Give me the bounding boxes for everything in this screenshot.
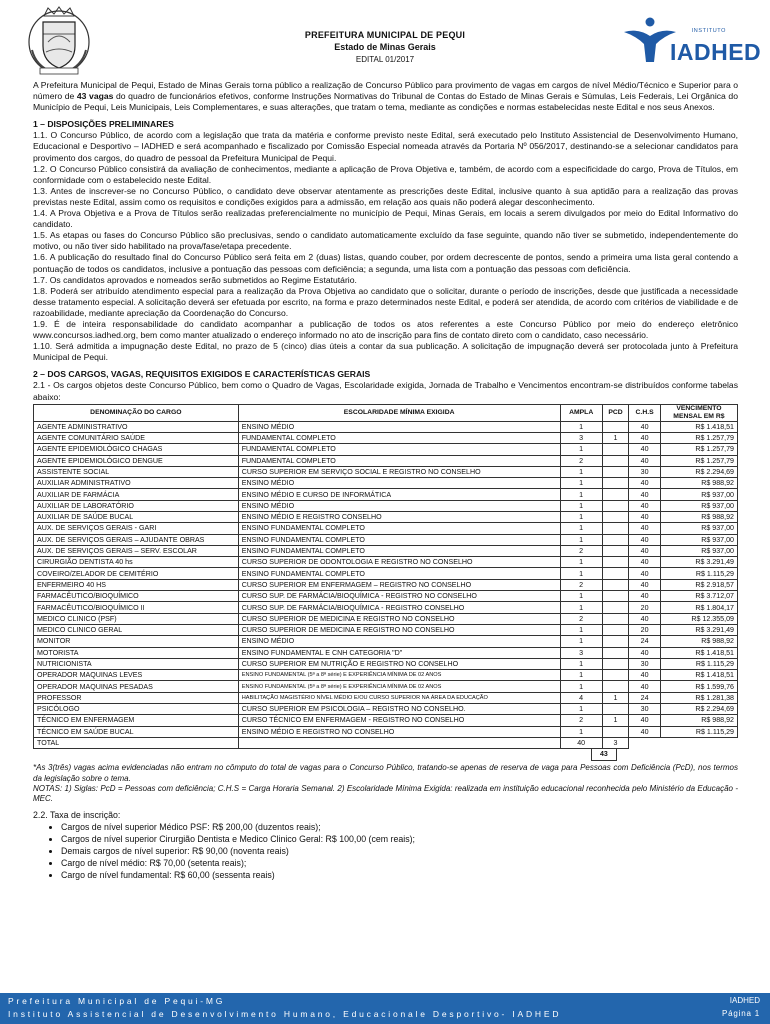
item-1-10: 1.10. Será admitida a impugnação deste Edital, no prazo de 5 (cinco) dias úteis a contar da sua publicação. A solicitação de impugnação deverá ser protocolada junto à Prefeitura Municipal de Pequi. xyxy=(33,341,738,363)
cell-vencimento: R$ 3.291,49 xyxy=(660,624,737,635)
cell-chs: 40 xyxy=(629,681,661,692)
iadhed-logo xyxy=(620,14,762,65)
section-1-title: 1 – DISPOSIÇÕES PRELIMINARES xyxy=(33,119,174,130)
table-row xyxy=(34,444,738,455)
grand-total-value: 43 xyxy=(591,749,617,761)
cell-ampla: 2 xyxy=(560,613,602,624)
cell-escolaridade: CURSO SUPERIOR EM SERVIÇO SOCIAL E REGISTRO NO CONSELHO xyxy=(238,466,560,477)
cell-escolaridade: ENSINO MÉDIO xyxy=(238,500,560,511)
cell-vencimento: R$ 1.418,51 xyxy=(660,421,737,432)
cell-pcd xyxy=(602,500,629,511)
cell-cargo: FARMACÊUTICO/BIOQUÍMICO II xyxy=(34,602,239,613)
cell-cargo: PROFESSOR xyxy=(34,692,239,703)
cell-escolaridade: ENSINO MÉDIO xyxy=(238,478,560,489)
cell-pcd xyxy=(602,624,629,635)
cell-chs: 40 xyxy=(629,523,661,534)
cell-vencimento: R$ 937,00 xyxy=(660,534,737,545)
cell-cargo: AUXILIAR ADMINISTRATIVO xyxy=(34,478,239,489)
cell-cargo: NUTRICIONISTA xyxy=(34,658,239,669)
cell-ampla: 1 xyxy=(560,421,602,432)
cell-pcd xyxy=(602,579,629,590)
item-1-4: 1.4. A Prova Objetiva e a Prova de Títulos serão realizadas preferencialmente no município de Pequi, Minas Gerais, em locais a serem divulgados por meio do Edital Informativo do candidato. xyxy=(33,208,738,230)
table-row xyxy=(34,602,738,613)
col-header-pcd: PCD xyxy=(602,404,629,421)
table-notes xyxy=(33,763,738,805)
cell-pcd xyxy=(602,466,629,477)
cell-vencimento: R$ 12.355,09 xyxy=(660,613,737,624)
cell-vencimento: R$ 937,00 xyxy=(660,500,737,511)
cell-vencimento: R$ 1.281,38 xyxy=(660,692,737,703)
cell-cargo: ENFERMEIRO 40 HS xyxy=(34,579,239,590)
cell-vencimento: R$ 1.257,79 xyxy=(660,432,737,443)
cell-chs: 20 xyxy=(629,624,661,635)
cell-ampla: 1 xyxy=(560,591,602,602)
cell-pcd xyxy=(602,421,629,432)
item-1-7: 1.7. Os candidatos aprovados e nomeados serão submetidos ao Regime Estatutário. xyxy=(33,274,357,285)
cell-chs: 40 xyxy=(629,444,661,455)
table-row xyxy=(34,692,738,703)
table-row xyxy=(34,670,738,681)
cell-cargo: ASSISTENTE SOCIAL xyxy=(34,466,239,477)
taxa-section xyxy=(33,809,738,881)
cell-chs: 40 xyxy=(629,489,661,500)
cell-vencimento: R$ 2.294,69 xyxy=(660,704,737,715)
cell-chs: 30 xyxy=(629,466,661,477)
table-row xyxy=(34,500,738,511)
cell-escolaridade: ENSINO MÉDIO xyxy=(238,636,560,647)
cell-cargo: AUX. DE SERVIÇOS GERAIS – AJUDANTE OBRAS xyxy=(34,534,239,545)
logo-name-text: IADHED xyxy=(670,39,762,65)
cell-vencimento: R$ 1.115,29 xyxy=(660,568,737,579)
cell-cargo: AUXILIAR DE LABORATÓRIO xyxy=(34,500,239,511)
item-1-9: 1.9. É de inteira responsabilidade do candidato acompanhar a publicação de todos os atos referentes a este Concurso Público por meio do endereço eletrônico www.concursos.iadhed.org, bem como manter atualizado o endereço informado no ato de inscrição para fins de contato direto com o candidato, caso necessário. xyxy=(33,318,738,341)
cell-chs: 30 xyxy=(629,658,661,669)
table-row xyxy=(34,613,738,624)
document-body xyxy=(33,80,738,881)
logo-institute-text: INSTITUTO xyxy=(691,28,726,34)
cell-escolaridade: ENSINO MÉDIO xyxy=(238,421,560,432)
cell-chs: 40 xyxy=(629,557,661,568)
cell-vencimento: R$ 2.294,69 xyxy=(660,466,737,477)
cell-escolaridade: ENSINO FUNDAMENTAL COMPLETO xyxy=(238,568,560,579)
cell-ampla: 4 xyxy=(560,692,602,703)
cell-cargo: MEDICO CLINICO (PSF) xyxy=(34,613,239,624)
cell-cargo: MONITOR xyxy=(34,636,239,647)
footer-iadhed: IADHED xyxy=(729,996,760,1005)
table-row xyxy=(34,545,738,556)
cell-chs: 40 xyxy=(629,715,661,726)
cell-cargo: AUX. DE SERVIÇOS GERAIS – SERV. ESCOLAR xyxy=(34,545,239,556)
item-1-1: 1.1. O Concurso Público, de acordo com a legislação que trata da matéria e conforme previsto neste Edital, será executado pelo Instituto Assistencial de Desenvolvimento Humano, Educacional e Desportivo – IADHED e será acompanhado e fiscalizado por Comissão Especial nomeada através da Portaria Nº 056/2017, destinando-se a selecionar candidatos para provimento dos cargos, do quadro de pessoal da Prefeitura Municipal de Pequi. xyxy=(33,130,738,163)
col-header-ampla: AMPLA xyxy=(560,404,602,421)
cell-vencimento: R$ 988,92 xyxy=(660,636,737,647)
cell-ampla: 1 xyxy=(560,489,602,500)
cell-escolaridade: ENSINO MÉDIO E REGISTRO NO CONSELHO xyxy=(238,726,560,737)
cell-escolaridade: CURSO SUPERIOR EM NUTRIÇÃO E REGISTRO NO CONSELHO xyxy=(238,658,560,669)
total-empty xyxy=(238,737,560,748)
total-pcd: 3 xyxy=(602,737,629,748)
table-row xyxy=(34,512,738,523)
cell-ampla: 1 xyxy=(560,500,602,511)
cell-vencimento: R$ 988,92 xyxy=(660,512,737,523)
footer-prefeitura: Prefeitura Municipal de Pequi-MG xyxy=(8,996,226,1006)
cell-pcd xyxy=(602,489,629,500)
cell-cargo: AUXILIAR DE SAÚDE BUCAL xyxy=(34,512,239,523)
cell-escolaridade: ENSINO FUNDAMENTAL COMPLETO xyxy=(238,545,560,556)
cell-ampla: 3 xyxy=(560,647,602,658)
cell-escolaridade: CURSO TÉCNICO EM ENFERMAGEM - REGISTRO NO CONSELHO xyxy=(238,715,560,726)
cell-vencimento: R$ 937,00 xyxy=(660,545,737,556)
cell-cargo: PSICÓLOGO xyxy=(34,704,239,715)
cell-chs: 40 xyxy=(629,455,661,466)
col-header-escolaridade: ESCOLARIDADE MÍNIMA EXIGIDA xyxy=(238,404,560,421)
header-edital: EDITAL 01/2017 xyxy=(355,55,415,64)
cell-ampla: 1 xyxy=(560,658,602,669)
cell-vencimento: R$ 3.291,49 xyxy=(660,557,737,568)
col-header-cargo: DENOMINAÇÃO DO CARGO xyxy=(34,404,239,421)
table-row xyxy=(34,704,738,715)
cell-escolaridade: CURSO SUPERIOR EM PSICOLOGIA – REGISTRO NO CONSELHO. xyxy=(238,704,560,715)
cell-ampla: 1 xyxy=(560,444,602,455)
cell-escolaridade: ENSINO MÉDIO E REGISTRO CONSELHO xyxy=(238,512,560,523)
cell-vencimento: R$ 1.418,51 xyxy=(660,647,737,658)
cell-ampla: 1 xyxy=(560,624,602,635)
cell-pcd xyxy=(602,557,629,568)
table-row xyxy=(34,432,738,443)
cell-chs: 40 xyxy=(629,478,661,489)
cell-pcd xyxy=(602,726,629,737)
table-row xyxy=(34,466,738,477)
cell-ampla: 1 xyxy=(560,726,602,737)
cell-ampla: 1 xyxy=(560,534,602,545)
cell-cargo: TÉCNICO EM SAÚDE BUCAL xyxy=(34,726,239,737)
cell-escolaridade: HABILITAÇÃO MAGISTÉRIO NÍVEL MÉDIO E/OU CURSO SUPERIOR NA ÁREA DA EDUCAÇÃO xyxy=(238,692,560,703)
list-item: • Cargos de nível superior Cirurgião Dentista e Medico Clinico Geral: R$ 100,00 (cem reais); xyxy=(61,833,738,845)
item-1-6: 1.6. A publicação do resultado final do Concurso Público será feita em 2 (duas) listas, quando couber, por ordem decrescente de pontos, sendo a primeira uma lista geral contendo a pontuação de todos os candidatos, inclusive a pontuação das pessoas com deficiência; a segunda, uma lista com a pontuação das pessoas com deficiência. xyxy=(33,252,738,274)
cell-ampla: 2 xyxy=(560,545,602,556)
item-1-2: 1.2. O Concurso Público consistirá da avaliação de conhecimentos, mediante a aplicação de Prova Objetiva e, também, de acordo com a especificidade do cargo, Prova de Títulos, em conformidade com o estabelecido neste Edital. xyxy=(33,163,738,185)
cell-ampla: 1 xyxy=(560,670,602,681)
cell-pcd: 1 xyxy=(602,432,629,443)
cell-pcd: 1 xyxy=(602,715,629,726)
item-1-8: 1.8. Poderá ser atribuído atendimento especial para a realização da Prova Objetiva ao candidato que o solicitar, durante o período de inscrições, desde que justificada a necessidade desse tratamento especial. A solicitação deverá ser efetuada por escrito, na forma e prazo determinados neste Edital, e poderá ser atendida, de acordo com critérios de viabilidade e de razoabilidade, mediante apreciação da Coordenação do Concurso. xyxy=(33,285,738,318)
cell-pcd xyxy=(602,613,629,624)
cell-vencimento: R$ 3.712,07 xyxy=(660,591,737,602)
table-row xyxy=(34,534,738,545)
cell-escolaridade: CURSO SUPERIOR DE MEDICINA E REGISTRO NO CONSELHO xyxy=(238,624,560,635)
cell-pcd xyxy=(602,658,629,669)
header-subtitle: Estado de Minas Gerais xyxy=(334,42,436,52)
cell-escolaridade: CURSO SUP. DE FARMÁCIA/BIOQUÍMICA - REGISTRO CONSELHO xyxy=(238,602,560,613)
cell-vencimento: R$ 1.115,29 xyxy=(660,726,737,737)
section-2-title: 2 – DOS CARGOS, VAGAS, REQUISITOS EXIGIDOS E CARACTERÍSTICAS GERAIS xyxy=(33,369,371,380)
total-label: TOTAL xyxy=(34,737,239,748)
cell-chs: 40 xyxy=(629,534,661,545)
cell-chs: 24 xyxy=(629,636,661,647)
cell-vencimento: R$ 1.804,17 xyxy=(660,602,737,613)
cell-chs: 40 xyxy=(629,670,661,681)
cell-pcd xyxy=(602,568,629,579)
footer-instituto: Instituto Assistencial de Desenvolvimento Humano, Educacionale Desportivo- IADHED xyxy=(8,1009,562,1019)
table-row xyxy=(34,421,738,432)
grand-total-row xyxy=(33,749,738,760)
table-row xyxy=(34,647,738,658)
table-row xyxy=(34,455,738,466)
cell-vencimento: R$ 2.918,57 xyxy=(660,579,737,590)
page-footer xyxy=(0,993,770,1024)
list-item: • Cargo de nível médio: R$ 70,00 (setenta reais); xyxy=(61,857,738,869)
cell-pcd xyxy=(602,478,629,489)
cell-ampla: 2 xyxy=(560,715,602,726)
cell-escolaridade: FUNDAMENTAL COMPLETO xyxy=(238,444,560,455)
cell-ampla: 1 xyxy=(560,478,602,489)
cell-cargo: OPERADOR MAQUINAS PESADAS xyxy=(34,681,239,692)
table-row xyxy=(34,568,738,579)
taxa-list xyxy=(33,821,738,881)
cell-pcd xyxy=(602,704,629,715)
cell-vencimento: R$ 937,00 xyxy=(660,489,737,500)
table-row xyxy=(34,658,738,669)
cell-pcd xyxy=(602,670,629,681)
cell-escolaridade: FUNDAMENTAL COMPLETO xyxy=(238,455,560,466)
table-row xyxy=(34,489,738,500)
cell-chs: 30 xyxy=(629,704,661,715)
cell-vencimento: R$ 988,92 xyxy=(660,715,737,726)
intro-paragraph xyxy=(33,80,738,113)
vagas-table xyxy=(33,404,738,750)
list-item: • Cargo de nível fundamental: R$ 60,00 (sessenta reais) xyxy=(61,869,738,881)
table-header-row xyxy=(34,404,738,421)
cell-escolaridade: ENSINO FUNDAMENTAL COMPLETO xyxy=(238,523,560,534)
table-row xyxy=(34,624,738,635)
cell-escolaridade: CURSO SUPERIOR EM ENFERMAGEM – REGISTRO NO CONSELHO xyxy=(238,579,560,590)
cell-chs: 40 xyxy=(629,591,661,602)
cell-chs: 40 xyxy=(629,647,661,658)
cell-vencimento: R$ 1.418,51 xyxy=(660,670,737,681)
cell-pcd xyxy=(602,545,629,556)
cell-chs: 40 xyxy=(629,568,661,579)
table-row xyxy=(34,591,738,602)
note-pcd: *As 3(três) vagas acima evidenciadas não entram no cômputo do total de vagas para o Concurso Público, tratando-se apenas de reserva de vaga para Pessoas com Deficiência (PcD), nos termos da legislação sobre o tema. xyxy=(33,763,738,783)
cell-vencimento: R$ 988,92 xyxy=(660,478,737,489)
cell-chs: 20 xyxy=(629,602,661,613)
cell-cargo: AGENTE ADMINISTRATIVO xyxy=(34,421,239,432)
cell-escolaridade: ENSINO MÉDIO E CURSO DE INFORMÁTICA xyxy=(238,489,560,500)
cell-cargo: AGENTE EPIDEMIOLÓGICO CHAGAS xyxy=(34,444,239,455)
cell-cargo: CIRURGIÃO DENTISTA 40 hs xyxy=(34,557,239,568)
cell-cargo: MOTORISTA xyxy=(34,647,239,658)
cell-chs: 40 xyxy=(629,432,661,443)
cell-pcd xyxy=(602,455,629,466)
cell-vencimento: R$ 1.115,29 xyxy=(660,658,737,669)
cell-escolaridade: CURSO SUP. DE FARMÁCIA/BIOQUÍMICA - REGISTRO NO CONSELHO xyxy=(238,591,560,602)
total-ampla: 40 xyxy=(560,737,602,748)
table-row xyxy=(34,523,738,534)
table-row xyxy=(34,557,738,568)
col-header-vencimento: VENCIMENTO MENSAL EM R$ xyxy=(660,404,737,421)
cell-cargo: AGENTE COMUNITÁRIO SAÚDE xyxy=(34,432,239,443)
footer-page-number: Página 1 xyxy=(722,1009,760,1018)
table-row xyxy=(34,715,738,726)
cell-pcd xyxy=(602,534,629,545)
cell-chs: 40 xyxy=(629,579,661,590)
cell-cargo: AUX. DE SERVIÇOS GERAIS - GARI xyxy=(34,523,239,534)
cell-escolaridade: FUNDAMENTAL COMPLETO xyxy=(238,432,560,443)
cell-vencimento: R$ 1.599,76 xyxy=(660,681,737,692)
list-item: • Cargos de nível superior Médico PSF: R$ 200,00 (duzentos reais); xyxy=(61,821,738,833)
cell-chs: 40 xyxy=(629,726,661,737)
cell-cargo: OPERADOR MAQUINAS LEVES xyxy=(34,670,239,681)
cell-vencimento: R$ 937,00 xyxy=(660,523,737,534)
cell-chs: 40 xyxy=(629,421,661,432)
cell-pcd xyxy=(602,523,629,534)
cell-escolaridade: CURSO SUPERIOR DE ODONTOLOGIA E REGISTRO NO CONSELHO xyxy=(238,557,560,568)
cell-chs: 40 xyxy=(629,512,661,523)
cell-cargo: TÉCNICO EM ENFERMAGEM xyxy=(34,715,239,726)
cell-chs: 40 xyxy=(629,500,661,511)
cell-vencimento: R$ 1.257,79 xyxy=(660,455,737,466)
table-row xyxy=(34,636,738,647)
col-header-chs: C.H.S xyxy=(629,404,661,421)
cell-cargo: MEDICO CLINICO GERAL xyxy=(34,624,239,635)
page-header xyxy=(0,0,770,80)
cell-vencimento: R$ 1.257,79 xyxy=(660,444,737,455)
table-row xyxy=(34,726,738,737)
table-row xyxy=(34,681,738,692)
cell-ampla: 1 xyxy=(560,602,602,613)
cell-pcd xyxy=(602,602,629,613)
cell-pcd xyxy=(602,444,629,455)
cell-escolaridade: ENSINO FUNDAMENTAL (5ª a 8ª série) E EXPERIÊNCIA MÍNIMA DE 02 ANOS xyxy=(238,670,560,681)
taxa-title: 2.2. Taxa de inscrição: xyxy=(33,809,121,820)
item-1-5: 1.5. As etapas ou fases do Concurso Público são preclusivas, sendo o candidato automaticamente excluído da fase seguinte, quando não tiver se submetido, independentemente do motivo, ou não tiver sido habilitado na prova/fase/etapa precedente. xyxy=(33,230,738,252)
cell-cargo: AUXILIAR DE FARMÁCIA xyxy=(34,489,239,500)
cell-escolaridade: ENSINO FUNDAMENTAL COMPLETO xyxy=(238,534,560,545)
cell-pcd xyxy=(602,512,629,523)
cell-cargo: COVEIRO/ZELADOR DE CEMITÉRIO xyxy=(34,568,239,579)
table-row xyxy=(34,478,738,489)
cell-chs: 24 xyxy=(629,692,661,703)
cell-pcd xyxy=(602,681,629,692)
intro-text-rest: do quadro de funcionários efetivos, conforme Instruções Normativas do Tribunal de Contas do Estado de Minas Gerais e Súmulas, Leis Federais, Lei Orgânica do Município de Pequi, Leis Municipais, Leis Complementares, e suas alterações, que tratam o tema, mediante as condições e normas estabelecidas neste Edital e nos seus Anexos. xyxy=(33,91,738,113)
cell-pcd xyxy=(602,636,629,647)
table-row xyxy=(34,579,738,590)
cell-ampla: 1 xyxy=(560,557,602,568)
cell-escolaridade: CURSO SUPERIOR DE MEDICINA E REGISTRO NO CONSELHO xyxy=(238,613,560,624)
cell-ampla: 1 xyxy=(560,704,602,715)
cell-pcd: 1 xyxy=(602,692,629,703)
cell-ampla: 1 xyxy=(560,512,602,523)
item-1-3: 1.3. Antes de inscrever-se no Concurso Público, o candidato deve observar atentamente as prescrições deste Edital, inclusive quanto à sua aptidão para a realização das provas previstas neste Edital, assim como os requisitos e condições exigidos para a admissão, em relação aos quais não poderá alegar desconhecimento. xyxy=(33,185,738,207)
list-item: • Demais cargos de nível superior: R$ 90,00 (noventa reais) xyxy=(61,845,738,857)
cell-ampla: 3 xyxy=(560,432,602,443)
cell-pcd xyxy=(602,647,629,658)
cell-ampla: 2 xyxy=(560,455,602,466)
item-2-1: 2.1 - Os cargos objetos deste Concurso Público, bem como o Quadro de Vagas, Escolaridade exigida, Jornada de Trabalho e Vencimentos encontram-se distribuídos conforme tabelas abaixo: xyxy=(33,380,738,402)
cell-ampla: 2 xyxy=(560,579,602,590)
note-siglas: NOTAS: 1) Siglas: PcD = Pessoas com deficiência; C.H.S = Carga Horaria Semanal. 2) Escolaridade Mínima Exigida: realizada em instituição educacional reconhecida pelo Ministério da Educação - MEC. xyxy=(33,784,738,804)
header-title: PREFEITURA MUNICIPAL DE PEQUI xyxy=(304,30,466,40)
cell-escolaridade: ENSINO FUNDAMENTAL E CNH CATEGORIA "D" xyxy=(238,647,560,658)
table-total-row xyxy=(34,737,738,748)
intro-text: A Prefeitura Municipal de Pequi, Estado de Minas Gerais torna público a realização de Concurso Público para provimento de vagas em cargos de nível Médio/Técnico e Superior para o número de xyxy=(33,80,738,102)
intro-vagas-bold: 43 vagas xyxy=(76,91,114,102)
cell-ampla: 1 xyxy=(560,523,602,534)
cell-chs: 40 xyxy=(629,613,661,624)
cell-ampla: 1 xyxy=(560,636,602,647)
cell-chs: 40 xyxy=(629,545,661,556)
cell-ampla: 1 xyxy=(560,568,602,579)
cell-ampla: 1 xyxy=(560,466,602,477)
cell-ampla: 1 xyxy=(560,681,602,692)
cell-pcd xyxy=(602,591,629,602)
cell-escolaridade: ENSINO FUNDAMENTAL (5ª a 8ª série) E EXPERIÊNCIA MÍNIMA DE 02 ANOS xyxy=(238,681,560,692)
cell-cargo: AGENTE EPIDEMIOLÓGICO DENGUE xyxy=(34,455,239,466)
cell-cargo: FARMACÊUTICO/BIOQUÍMICO xyxy=(34,591,239,602)
